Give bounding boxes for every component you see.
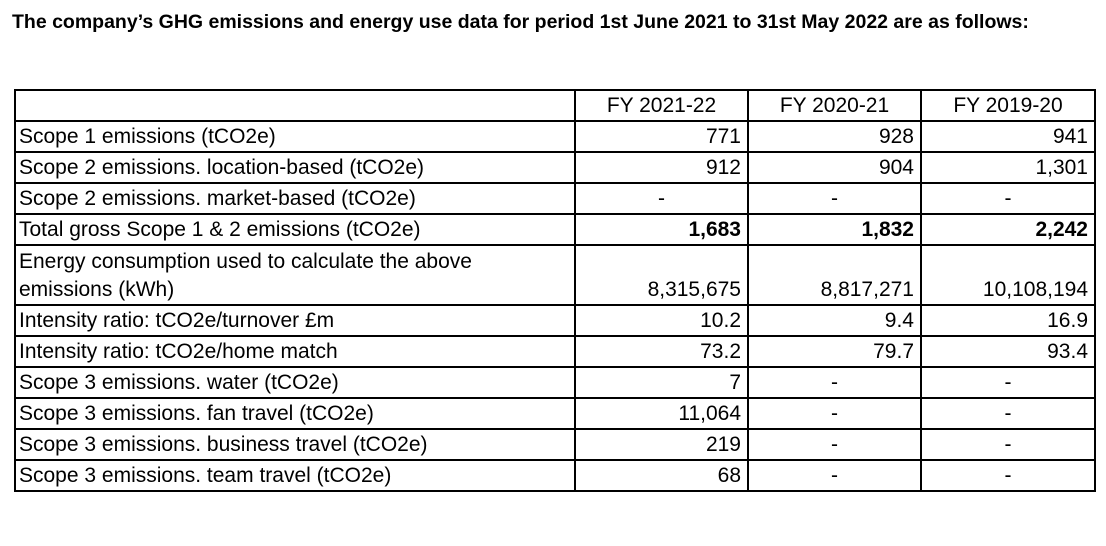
value-cell: 1,683 [575, 214, 748, 245]
value-cell: - [921, 183, 1095, 214]
table-row [15, 367, 1095, 398]
emissions-table [14, 89, 1096, 492]
value-cell: 219 [575, 429, 748, 460]
value-cell: 904 [748, 152, 921, 183]
row-label: Scope 3 emissions. team travel (tCO2e) [15, 460, 575, 491]
row-label: Total gross Scope 1 & 2 emissions (tCO2e) [15, 214, 575, 245]
value-cell: 1,301 [921, 152, 1095, 183]
table-row [15, 121, 1095, 152]
table-row [15, 183, 1095, 214]
table-header-row [15, 90, 1095, 121]
value-cell: 10.2 [575, 305, 748, 336]
row-label: Intensity ratio: tCO2e/home match [15, 336, 575, 367]
column-header: FY 2021-22 [575, 90, 748, 121]
row-label: Scope 3 emissions. water (tCO2e) [15, 367, 575, 398]
value-cell: 8,817,271 [748, 245, 921, 305]
table-row [15, 460, 1095, 491]
value-cell: 8,315,675 [575, 245, 748, 305]
value-cell: - [921, 398, 1095, 429]
table-row [15, 152, 1095, 183]
value-cell: - [748, 367, 921, 398]
table-row [15, 398, 1095, 429]
value-cell: 11,064 [575, 398, 748, 429]
value-cell: 1,832 [748, 214, 921, 245]
value-cell: 73.2 [575, 336, 748, 367]
value-cell: - [921, 429, 1095, 460]
value-cell: 9.4 [748, 305, 921, 336]
value-cell: 7 [575, 367, 748, 398]
value-cell: 2,242 [921, 214, 1095, 245]
row-label: Energy consumption used to calculate the above emissions (kWh) [15, 245, 575, 305]
table-row [15, 336, 1095, 367]
value-cell: - [748, 429, 921, 460]
value-cell: - [748, 460, 921, 491]
value-cell: - [748, 398, 921, 429]
table-row [15, 305, 1095, 336]
row-label: Scope 3 emissions. fan travel (tCO2e) [15, 398, 575, 429]
value-cell: 771 [575, 121, 748, 152]
column-header: FY 2019-20 [921, 90, 1095, 121]
value-cell: 68 [575, 460, 748, 491]
value-cell: - [921, 460, 1095, 491]
value-cell: 912 [575, 152, 748, 183]
row-label: Scope 2 emissions. location-based (tCO2e) [15, 152, 575, 183]
value-cell: - [921, 367, 1095, 398]
value-cell: - [575, 183, 748, 214]
table-row [15, 245, 1095, 305]
table-row-total [15, 214, 1095, 245]
document-heading: The company’s GHG emissions and energy use data for period 1st June 2021 to 31st May 2022 are as follows: [12, 11, 1029, 33]
row-label: Intensity ratio: tCO2e/turnover £m [15, 305, 575, 336]
header-empty-cell [15, 90, 575, 121]
value-cell: 93.4 [921, 336, 1095, 367]
value-cell: - [748, 183, 921, 214]
value-cell: 928 [748, 121, 921, 152]
value-cell: 16.9 [921, 305, 1095, 336]
table-row [15, 429, 1095, 460]
row-label: Scope 1 emissions (tCO2e) [15, 121, 575, 152]
value-cell: 10,108,194 [921, 245, 1095, 305]
value-cell: 941 [921, 121, 1095, 152]
column-header: FY 2020-21 [748, 90, 921, 121]
row-label: Scope 2 emissions. market-based (tCO2e) [15, 183, 575, 214]
value-cell: 79.7 [748, 336, 921, 367]
row-label: Scope 3 emissions. business travel (tCO2e) [15, 429, 575, 460]
